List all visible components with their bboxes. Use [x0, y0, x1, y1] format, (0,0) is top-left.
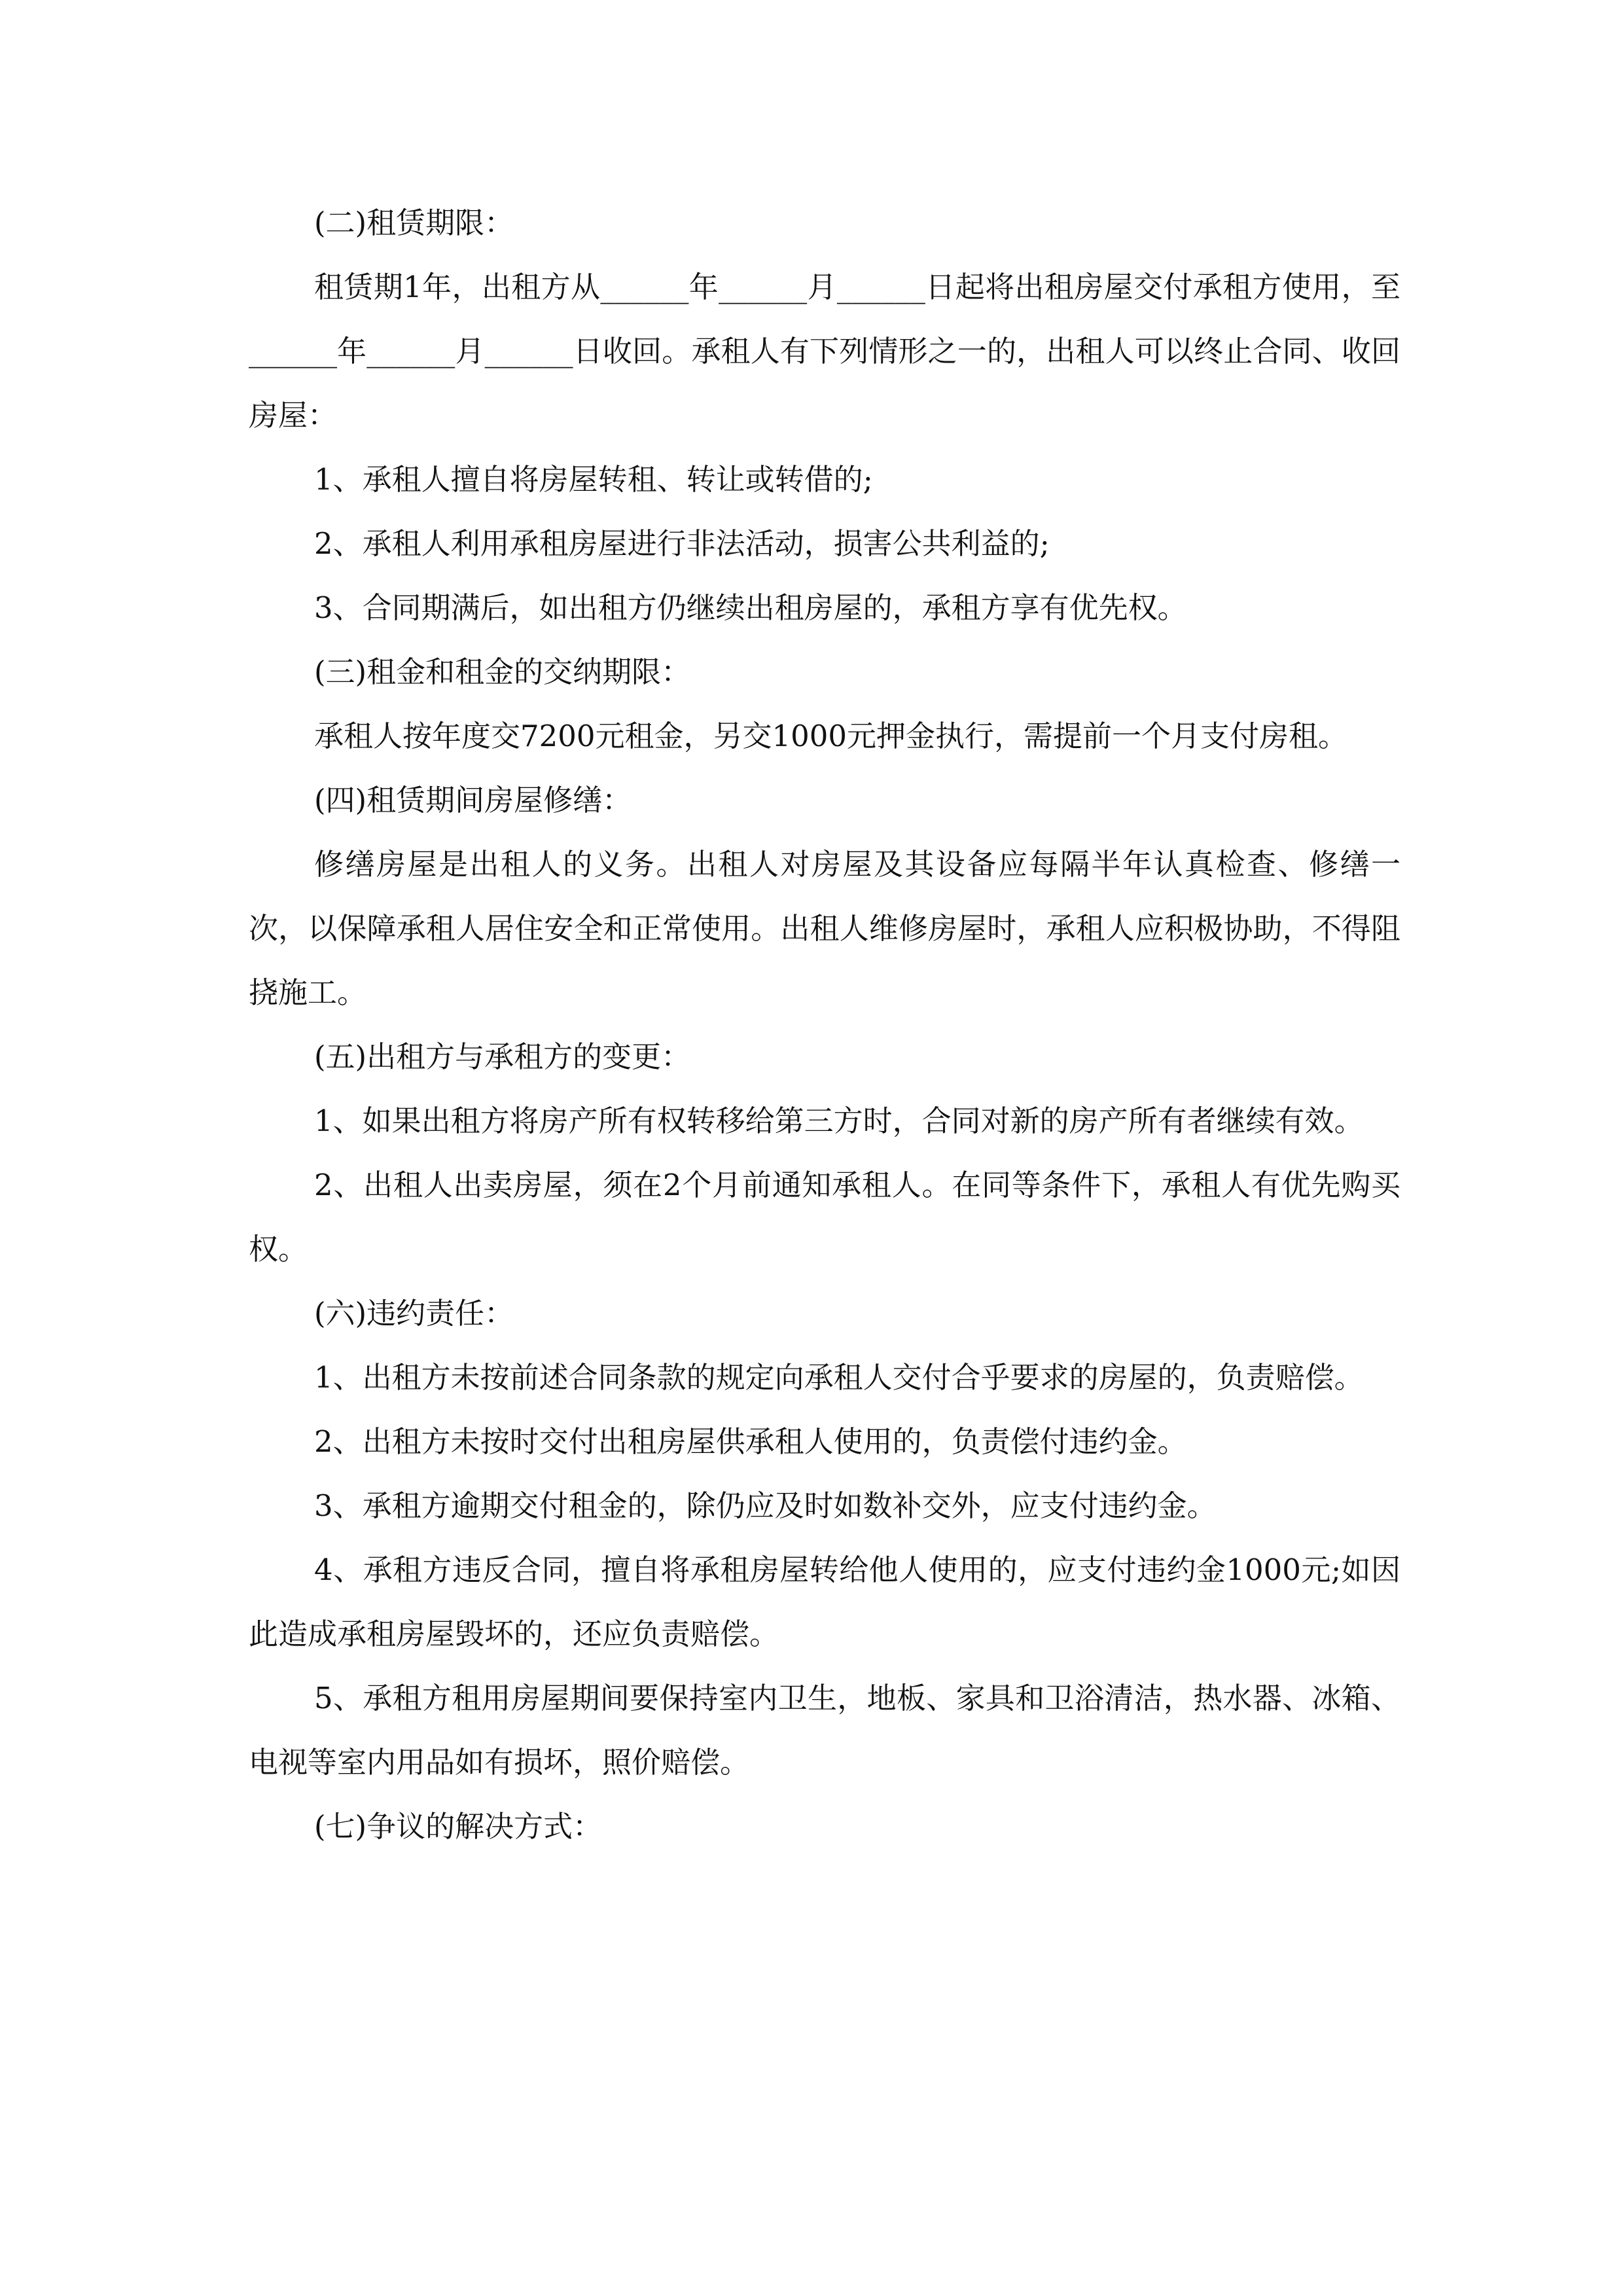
paragraph-lease-period: 租赁期1年，出租方从______年______月______日起将出租房屋交付承租方使用，至______年______月______日收回。承租人有下列情形之一的，出租人可以终止合同、收回房屋： — [249, 270, 1400, 433]
list-item-sublet: 1、承租人擅自将房屋转租、转让或转借的; — [314, 462, 873, 497]
list-item-breach-3: 3、承租方逾期交付租金的，除仍应及时如数补交外，应支付违约金。 — [314, 1488, 1217, 1523]
section-heading-party-change: (五)出租方与承租方的变更： — [314, 1039, 691, 1074]
section-heading-dispute: (七)争议的解决方式： — [314, 1809, 603, 1844]
list-item-ownership-transfer: 1、如果出租方将房产所有权转移给第三方时，合同对新的房产所有者继续有效。 — [314, 1103, 1364, 1138]
paragraph-rent-amount: 承租人按年度交7200元租金，另交1000元押金执行，需提前一个月支付房租。 — [314, 719, 1348, 753]
section-heading-repairs: (四)租赁期间房屋修缮： — [314, 783, 632, 817]
section-heading-lease-term: (二)租赁期限： — [314, 206, 514, 240]
section-heading-rent-payment: (三)租金和租金的交纳期限： — [314, 655, 691, 689]
list-item-breach-1: 1、出租方未按前述合同条款的规定向承租人交付合乎要求的房屋的，负责赔偿。 — [314, 1360, 1364, 1395]
list-item-breach-2: 2、出租方未按时交付出租房屋供承租人使用的，负责偿付违约金。 — [314, 1424, 1187, 1459]
document-body — [249, 191, 1400, 1859]
list-item-breach-5: 5、承租方租用房屋期间要保持室内卫生，地板、家具和卫浴清洁，热水器、冰箱、电视等室内用品如有损坏，照价赔偿。 — [249, 1681, 1400, 1780]
section-heading-breach: (六)违约责任： — [314, 1296, 514, 1331]
list-item-illegal-use: 2、承租人利用承租房屋进行非法活动，损害公共利益的; — [314, 526, 1050, 561]
list-item-priority-right: 3、合同期满后，如出租方仍继续出租房屋的，承租方享有优先权。 — [314, 590, 1187, 625]
paragraph-repairs: 修缮房屋是出租人的义务。出租人对房屋及其设备应每隔半年认真检查、修缮一次，以保障承租人居住安全和正常使用。出租人维修房屋时，承租人应积极协助，不得阻挠施工。 — [249, 847, 1400, 1010]
list-item-sale-notice: 2、出租人出卖房屋，须在2个月前通知承租人。在同等条件下，承租人有优先购买权。 — [249, 1168, 1400, 1266]
list-item-breach-4: 4、承租方违反合同，擅自将承租房屋转给他人使用的，应支付违约金1000元;如因此造成承租房屋毁坏的，还应负责赔偿。 — [249, 1552, 1400, 1651]
